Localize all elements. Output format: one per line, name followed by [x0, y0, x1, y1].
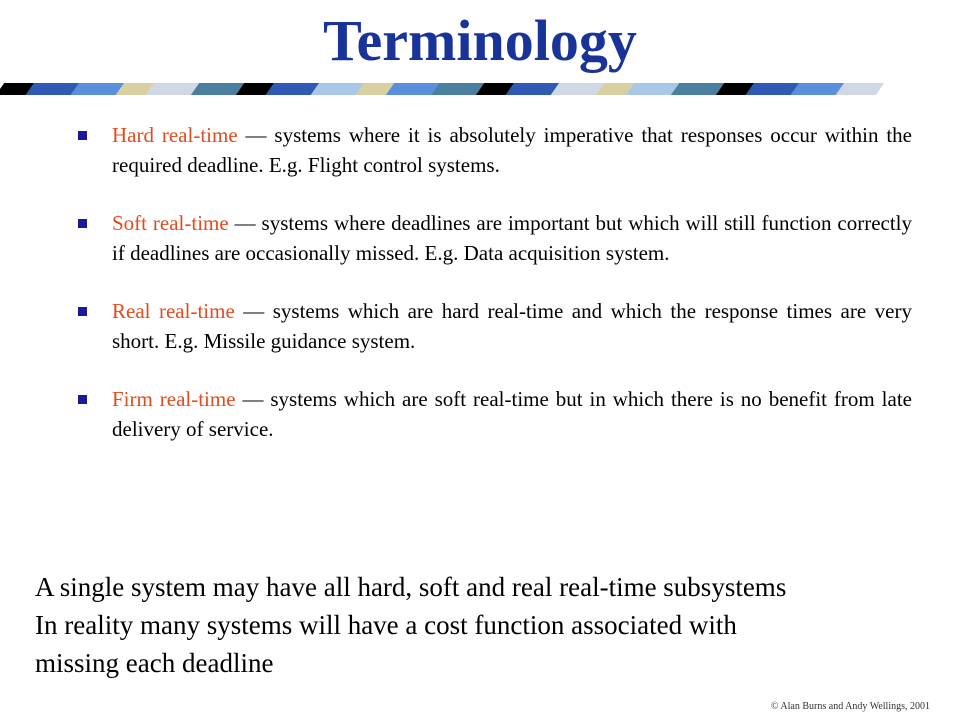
bullet-text: — systems where it is absolutely imperative that responses occur within the required deadline. E.g. Flight control systems. [112, 123, 912, 177]
bullet-item-soft-real-time [76, 208, 912, 268]
summary-line: missing each deadline [35, 648, 274, 678]
summary-line: A single system may have all hard, soft and real real-time subsystems [35, 572, 787, 602]
divider-segment [836, 83, 884, 95]
bullet-text: — systems where deadlines are important but which will still function correctly if deadlines are occasionally missed. E.g. Data acquisition system. [112, 211, 912, 265]
bullet-term: Real real-time [112, 299, 235, 323]
square-bullet-icon [78, 395, 87, 404]
square-bullet-icon [78, 219, 87, 228]
square-bullet-icon [78, 131, 87, 140]
title-divider-bar [0, 83, 960, 95]
bullet-text: — systems which are soft real-time but in which there is no benefit from late delivery of service. [112, 387, 912, 441]
bullet-text: — systems which are hard real-time and which the response times are very short. E.g. Missile guidance system. [112, 299, 912, 353]
bullet-term: Firm real-time [112, 387, 236, 411]
bullet-item-real-real-time [76, 296, 912, 356]
summary-line: In reality many systems will have a cost function associated with [35, 610, 737, 640]
slide-title: Terminology [323, 8, 637, 73]
bullet-term: Soft real-time [112, 211, 229, 235]
bullet-list [76, 120, 912, 472]
copyright-footer: © Alan Burns and Andy Wellings, 2001 [770, 701, 930, 712]
bullet-term: Hard real-time [112, 123, 238, 147]
bullet-item-firm-real-time [76, 384, 912, 444]
summary-text [35, 568, 935, 682]
bullet-item-hard-real-time [76, 120, 912, 180]
square-bullet-icon [78, 307, 87, 316]
